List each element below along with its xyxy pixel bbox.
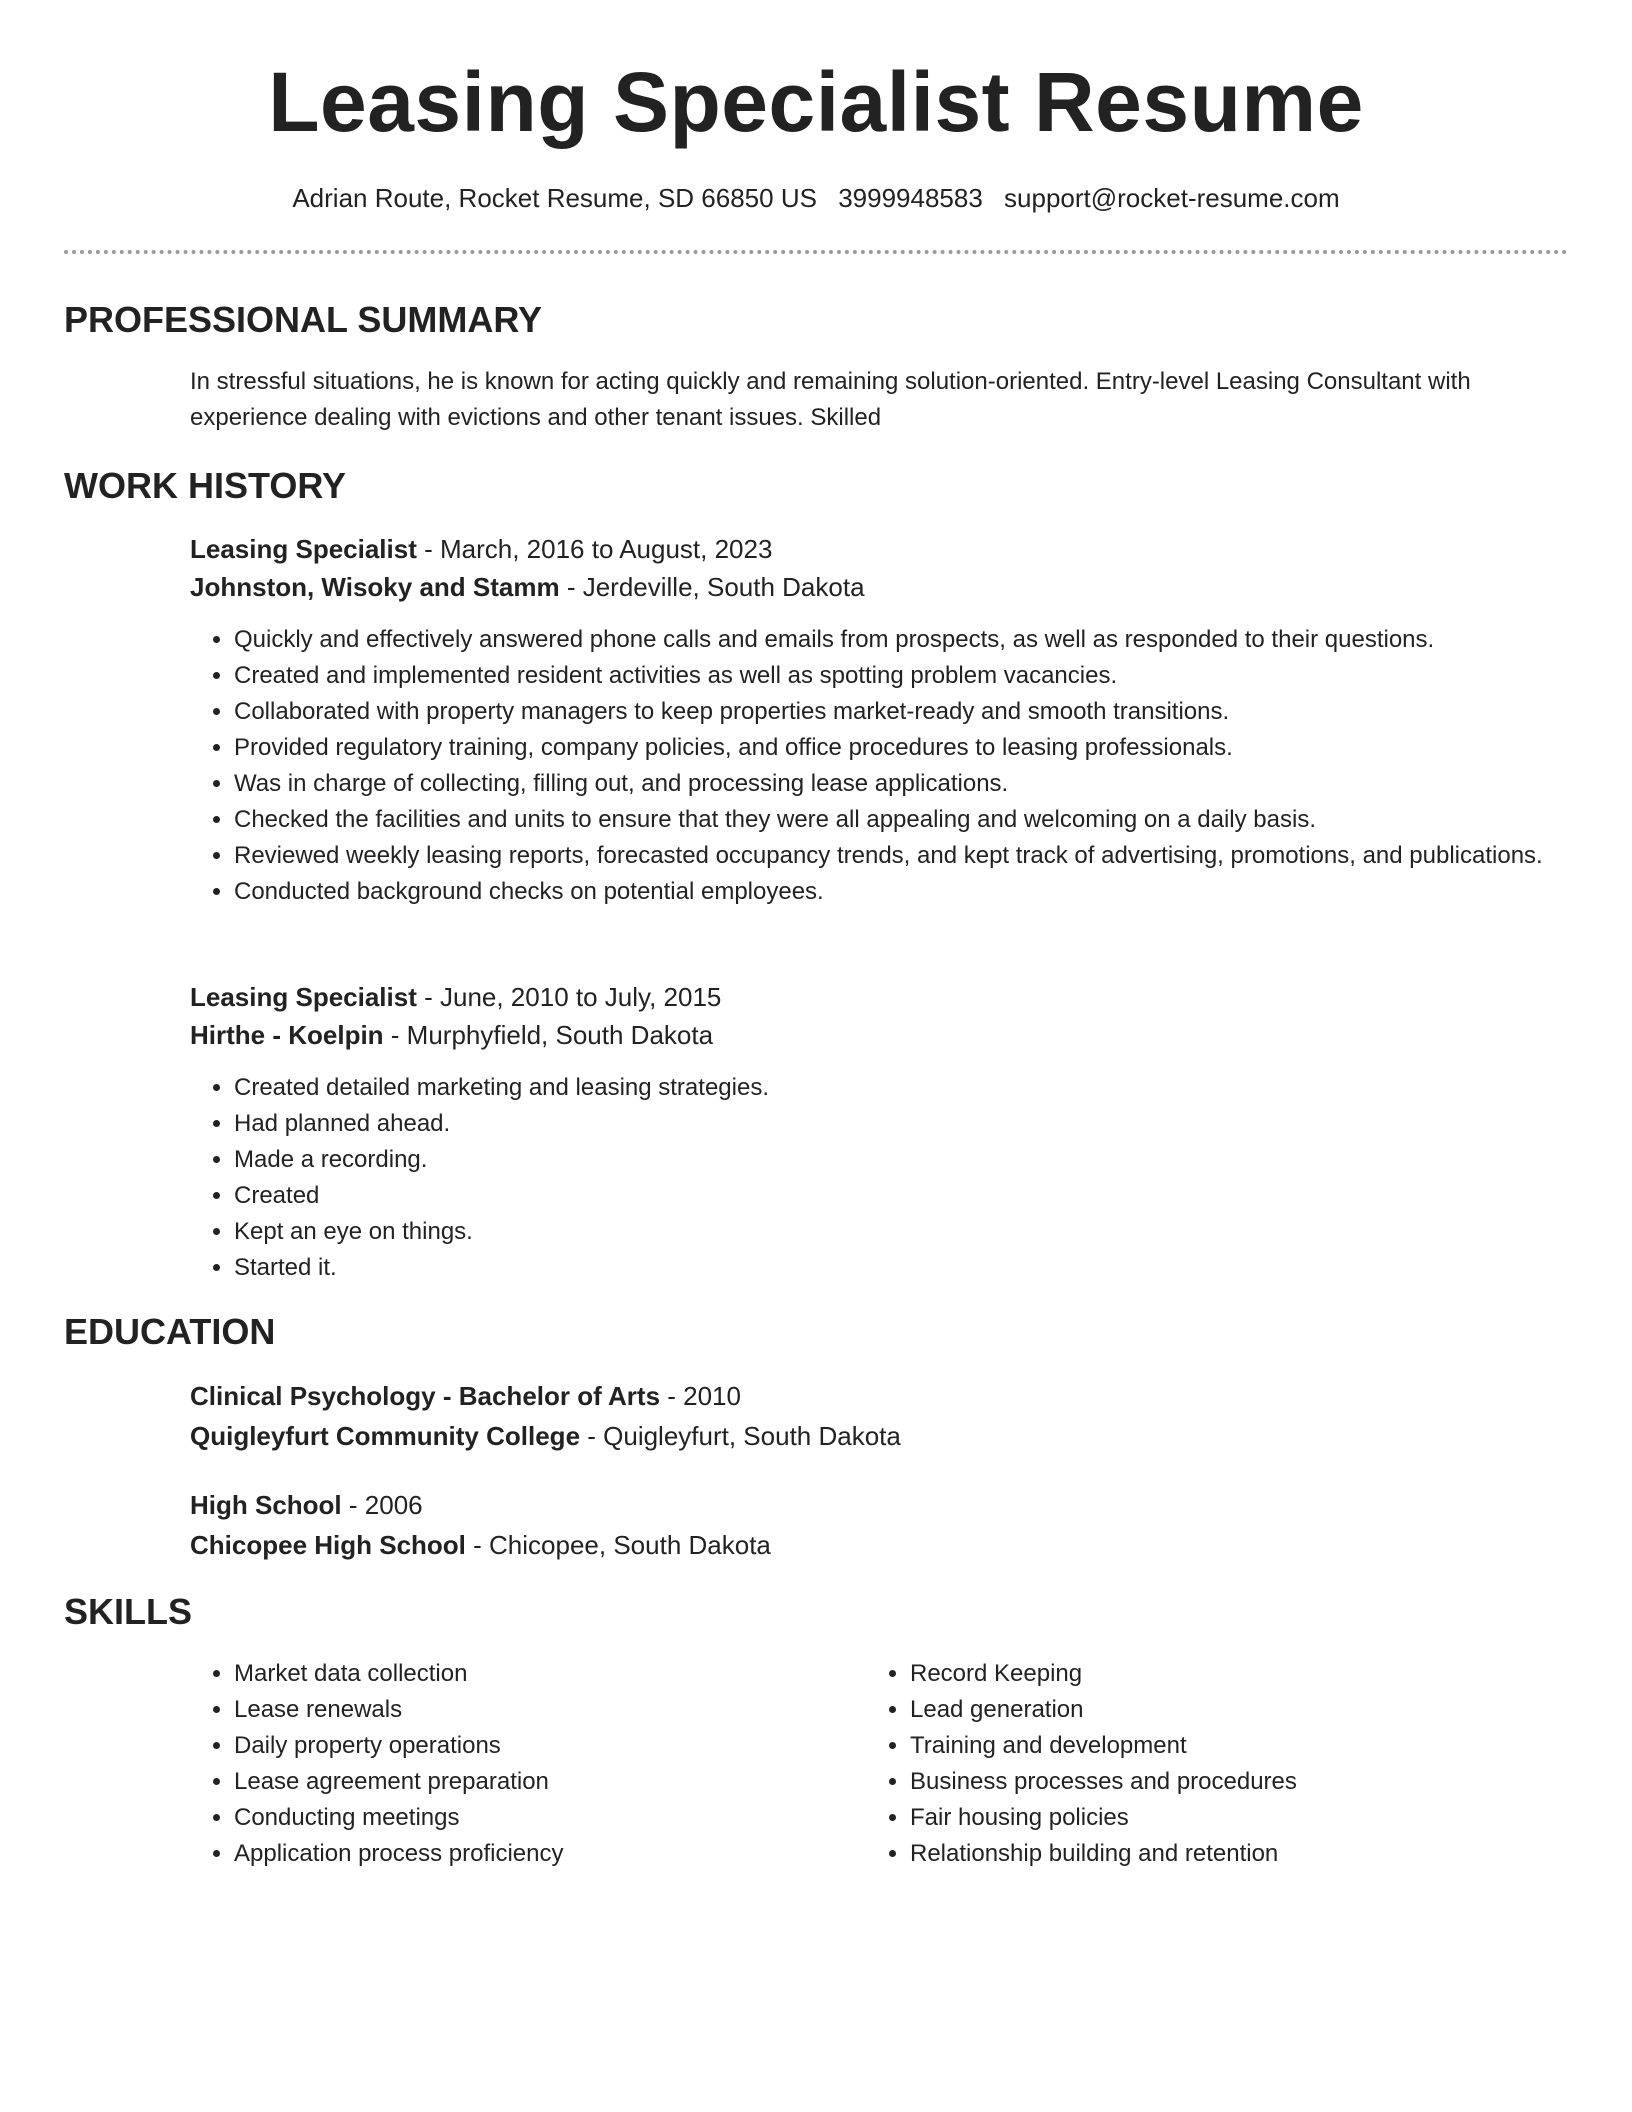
list-item: • Lease agreement preparation xyxy=(234,1764,850,1800)
list-item: • Created and implemented resident activities as well as spotting problem vacancies. xyxy=(234,658,1570,694)
job-title: Leasing Specialist xyxy=(190,982,417,1012)
degree-year: - 2010 xyxy=(660,1381,741,1411)
list-item: • Conducting meetings xyxy=(234,1800,850,1836)
list-item: • Relationship building and retention xyxy=(910,1836,1526,1872)
list-item: • Quickly and effectively answered phone calls and emails from prospects, as well as responded to their questions. xyxy=(234,622,1570,658)
job-company: Hirthe - Koelpin xyxy=(190,1020,384,1050)
job-company: Johnston, Wisoky and Stamm xyxy=(190,572,560,602)
skills-list xyxy=(866,1656,1526,1872)
school-name: Chicopee High School xyxy=(190,1530,466,1560)
header-divider xyxy=(64,250,1568,254)
list-item: • Lease renewals xyxy=(234,1692,850,1728)
job-title: Leasing Specialist xyxy=(190,534,417,564)
list-item: • Conducted background checks on potential employees. xyxy=(234,874,1570,910)
list-item: • Provided regulatory training, company policies, and office procedures to leasing professionals. xyxy=(234,730,1570,766)
summary-text: In stressful situations, he is known for acting quickly and remaining solution-oriented. Entry-level Leasing Consultant with experience dealing with evictions and other tenant issues. Skilled xyxy=(190,368,1471,431)
school-name: Quigleyfurt Community College xyxy=(190,1421,581,1451)
list-item: • Fair housing policies xyxy=(910,1800,1526,1836)
list-item: • Created detailed marketing and leasing strategies. xyxy=(234,1070,1570,1106)
summary-heading: PROFESSIONAL SUMMARY xyxy=(64,299,543,340)
job-bullets xyxy=(190,622,1570,910)
school-location: - Chicopee, South Dakota xyxy=(465,1530,771,1560)
list-item: • Created xyxy=(234,1178,1570,1214)
school-location: - Quigleyfurt, South Dakota xyxy=(580,1421,901,1451)
degree-name: High School xyxy=(190,1490,342,1520)
list-item: • Lead generation xyxy=(910,1692,1526,1728)
education-entry-2 xyxy=(190,1486,1570,1564)
school-line xyxy=(190,1417,1570,1455)
skills-right-column xyxy=(866,1656,1526,1872)
list-item: • Record Keeping xyxy=(910,1656,1526,1692)
list-item: • Market data collection xyxy=(234,1656,850,1692)
contact-address: Adrian Route, Rocket Resume, SD 66850 US xyxy=(292,183,817,213)
education-heading: EDUCATION xyxy=(64,1311,276,1352)
skills-heading: SKILLS xyxy=(64,1591,193,1632)
work-history-heading: WORK HISTORY xyxy=(64,465,347,506)
summary-section xyxy=(190,364,1570,436)
list-item: • Had planned ahead. xyxy=(234,1106,1570,1142)
list-item: • Daily property operations xyxy=(234,1728,850,1764)
job-entry-1 xyxy=(190,530,1570,910)
job-entry-2 xyxy=(190,978,1570,1286)
job-dates: - June, 2010 to July, 2015 xyxy=(416,982,722,1012)
degree-line xyxy=(190,1377,1570,1415)
job-location: - Jerdeville, South Dakota xyxy=(559,572,865,602)
contact-line xyxy=(0,180,1632,216)
list-item: • Application process proficiency xyxy=(234,1836,850,1872)
contact-phone: 3999948583 xyxy=(838,183,983,213)
job-bullets xyxy=(190,1070,1570,1286)
list-item: • Business processes and procedures xyxy=(910,1764,1526,1800)
school-line xyxy=(190,1526,1570,1564)
list-item: • Checked the facilities and units to ensure that they were all appealing and welcoming on a daily basis. xyxy=(234,802,1570,838)
degree-line xyxy=(190,1486,1570,1524)
job-title-line xyxy=(190,530,1570,568)
job-location: - Murphyfield, South Dakota xyxy=(383,1020,714,1050)
list-item: • Started it. xyxy=(234,1250,1570,1286)
job-company-line xyxy=(190,568,1570,606)
degree-name: Clinical Psychology - Bachelor of Arts xyxy=(190,1381,661,1411)
list-item: • Made a recording. xyxy=(234,1142,1570,1178)
resume-title: Leasing Specialist Resume xyxy=(268,55,1364,149)
skills-list xyxy=(190,1656,850,1872)
education-entry-1 xyxy=(190,1377,1570,1455)
job-dates: - March, 2016 to August, 2023 xyxy=(416,534,773,564)
list-item: • Collaborated with property managers to keep properties market-ready and smooth transitions. xyxy=(234,694,1570,730)
list-item: • Reviewed weekly leasing reports, forecasted occupancy trends, and kept track of advertising, promotions, and publications. xyxy=(234,838,1570,874)
skills-left-column xyxy=(190,1656,850,1872)
job-company-line xyxy=(190,1016,1570,1054)
list-item: • Was in charge of collecting, filling out, and processing lease applications. xyxy=(234,766,1570,802)
job-title-line xyxy=(190,978,1570,1016)
list-item: • Training and development xyxy=(910,1728,1526,1764)
degree-year: - 2006 xyxy=(341,1490,423,1520)
contact-email: support@rocket-resume.com xyxy=(1004,183,1340,213)
list-item: • Kept an eye on things. xyxy=(234,1214,1570,1250)
